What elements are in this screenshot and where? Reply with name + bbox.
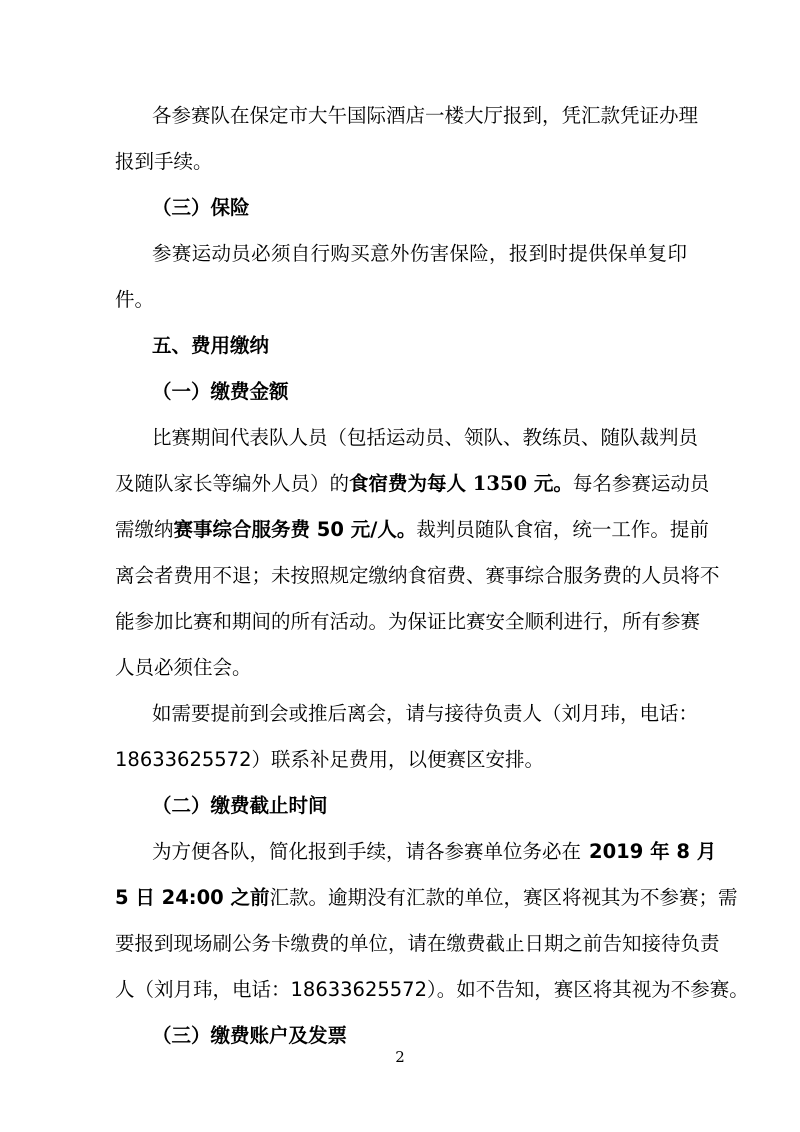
paragraph-line-mixed [115,469,710,499]
text-run: 及随队家长等编外人员）的 [115,472,350,495]
section-heading-account-invoice: （三）缴费账户及发票 [152,1024,348,1047]
section-heading-deadline: （二）缴费截止时间 [152,794,328,817]
bold-run-deadline-time: 5 日 24:00 之前 [115,886,270,909]
section-heading-insurance: （三）保险 [152,196,250,219]
paragraph-line: 如需要提前到会或推后离会，请与接待负责人（刘月玮，电话： [152,702,699,725]
paragraph-line: 18633625572）联系补足费用，以便赛区安排。 [115,748,544,771]
paragraph-line: 比赛期间代表队人员（包括运动员、领队、教练员、随队裁判员 [152,426,699,449]
paragraph-line: 要报到现场刷公务卡缴费的单位，请在缴费截止日期之前告知接待负责 [115,932,720,955]
paragraph-line: 报到手续。 [115,150,213,173]
paragraph-line: 件。 [115,288,155,311]
paragraph-line: 参赛运动员必须自行购买意外伤害保险，报到时提供保单复印 [152,242,687,265]
bold-run-room-board-fee: 食宿费为每人 1350 元。 [349,472,573,495]
bold-run-service-fee: 赛事综合服务费 50 元/人。 [173,518,417,541]
paragraph-line: 人员必须住会。 [115,656,252,679]
section-heading-amount: （一）缴费金额 [152,380,289,403]
text-run: 汇款。逾期没有汇款的单位，赛区将视其为不参赛；需 [269,886,738,909]
chapter-heading-fee-payment: 五、费用缴纳 [152,334,270,357]
paragraph-line-mixed [115,883,738,913]
page-number: 2 [395,1048,405,1066]
bold-run-deadline-date: 2019 年 8 月 [589,840,717,863]
paragraph-line-mixed [152,837,717,867]
paragraph-line: 能参加比赛和期间的所有活动。为保证比赛安全顺利进行，所有参赛 [115,610,701,633]
paragraph-line: 各参赛队在保定市大午国际酒店一楼大厅报到，凭汇款凭证办理 [152,104,699,127]
text-run: 每名参赛运动员 [572,472,710,495]
paragraph-line-mixed [115,515,709,545]
text-run: 为方便各队，简化报到手续，请各参赛单位务必在 [152,840,582,863]
paragraph-line: 人（刘月玮，电话：18633625572）。如不告知，赛区将其视为不参赛。 [115,978,749,1001]
text-run: 裁判员随队食宿，统一工作。提前 [416,518,709,541]
text-run: 需缴纳 [115,518,174,541]
paragraph-line: 离会者费用不退；未按照规定缴纳食宿费、赛事综合服务费的人员将不 [115,564,720,587]
